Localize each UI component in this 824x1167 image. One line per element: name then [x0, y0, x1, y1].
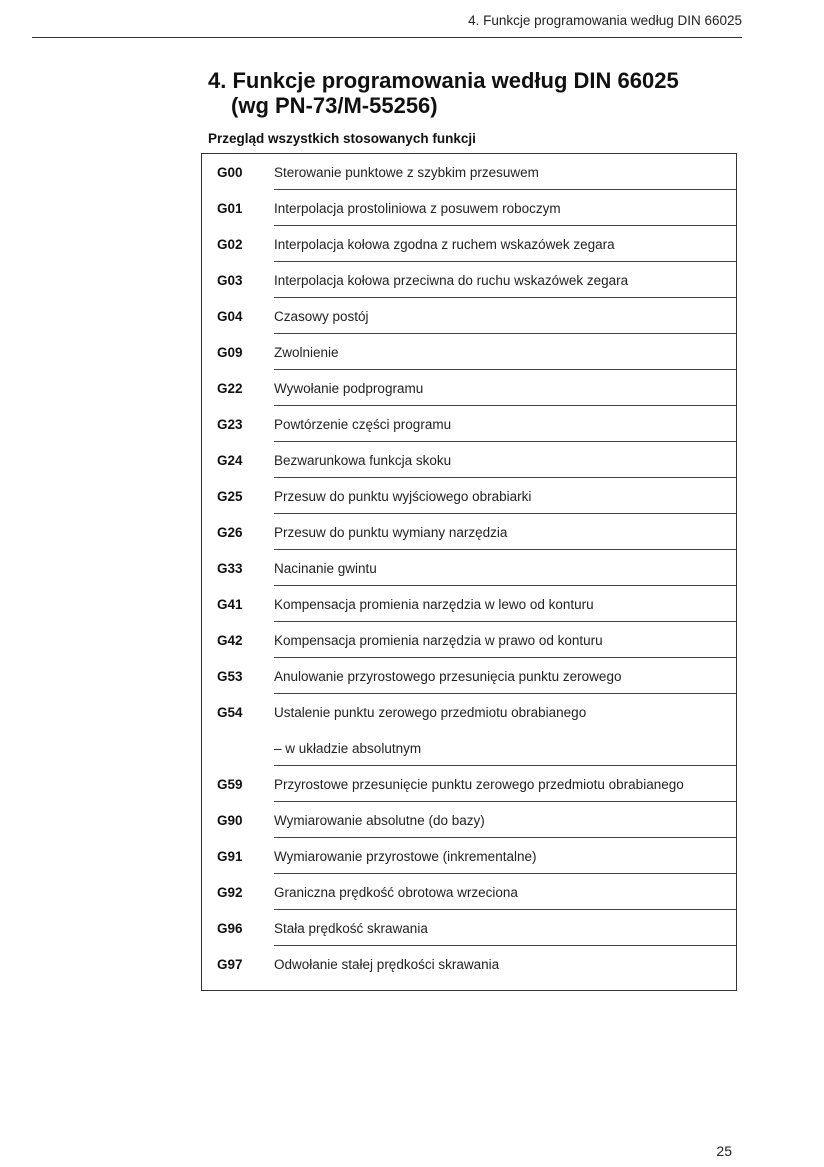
function-description: Wywołanie podprogramu: [274, 381, 424, 396]
function-description: Kompensacja promienia narzędzia w prawo od konturu: [274, 633, 603, 648]
function-row: [202, 586, 736, 622]
function-code: G01: [217, 201, 243, 216]
function-row: [202, 946, 736, 982]
function-row: [202, 514, 736, 550]
function-row: [202, 694, 736, 766]
function-row: [202, 154, 736, 190]
function-code: G26: [217, 525, 243, 540]
function-row: [202, 622, 736, 658]
function-code: G03: [217, 273, 243, 288]
function-row: [202, 370, 736, 406]
function-row: [202, 658, 736, 694]
function-code: G54: [217, 705, 243, 720]
function-row: [202, 766, 736, 802]
function-row: [202, 874, 736, 910]
function-code: G41: [217, 597, 243, 612]
function-description: Nacinanie gwintu: [274, 561, 377, 576]
page-number: 25: [716, 1143, 732, 1159]
function-description: Sterowanie punktowe z szybkim przesuwem: [274, 165, 539, 180]
function-row: [202, 190, 736, 226]
function-row: [202, 442, 736, 478]
function-row: [202, 802, 736, 838]
function-code: G09: [217, 345, 243, 360]
function-code: G22: [217, 381, 243, 396]
function-description: Ustalenie punktu zerowego przedmiotu obrabianego: [274, 705, 587, 720]
function-code: G33: [217, 561, 243, 576]
function-row: [202, 406, 736, 442]
function-row: [202, 478, 736, 514]
function-code: G02: [217, 237, 243, 252]
function-code: G97: [217, 957, 243, 972]
function-description: Interpolacja kołowa zgodna z ruchem wskazówek zegara: [274, 237, 615, 252]
header-rule: [32, 37, 742, 38]
function-row: [202, 838, 736, 874]
function-code: G59: [217, 777, 243, 792]
function-code: G23: [217, 417, 243, 432]
function-code: G25: [217, 489, 243, 504]
function-code: G00: [217, 165, 243, 180]
function-description: Przyrostowe przesunięcie punktu zerowego przedmiotu obrabianego: [274, 777, 684, 792]
function-code: G04: [217, 309, 243, 324]
function-description: Odwołanie stałej prędkości skrawania: [274, 957, 500, 972]
title-line-1: 4. Funkcje programowania według DIN 66025: [208, 68, 679, 93]
function-description: Przesuw do punktu wyjściowego obrabiarki: [274, 489, 532, 504]
function-code: G24: [217, 453, 243, 468]
function-description: Bezwarunkowa funkcja skoku: [274, 453, 452, 468]
function-row: [202, 910, 736, 946]
function-description: Interpolacja prostoliniowa z posuwem roboczym: [274, 201, 561, 216]
function-code: G53: [217, 669, 243, 684]
function-description: Czasowy postój: [274, 309, 369, 324]
function-table: [201, 153, 737, 991]
function-code: G96: [217, 921, 243, 936]
function-description: Powtórzenie części programu: [274, 417, 452, 432]
function-code: G42: [217, 633, 243, 648]
function-description: Kompensacja promienia narzędzia w lewo od konturu: [274, 597, 594, 612]
function-description: Wymiarowanie przyrostowe (inkrementalne): [274, 849, 537, 864]
function-code: G91: [217, 849, 243, 864]
title-line-2: (wg PN-73/M-55256): [231, 93, 438, 118]
function-code: G90: [217, 813, 243, 828]
function-description: Zwolnienie: [274, 345, 339, 360]
function-description: Wymiarowanie absolutne (do bazy): [274, 813, 485, 828]
function-row: [202, 226, 736, 262]
function-description: Przesuw do punktu wymiany narzędzia: [274, 525, 508, 540]
function-description: Interpolacja kołowa przeciwna do ruchu wskazówek zegara: [274, 273, 629, 288]
section-subtitle: Przegląd wszystkich stosowanych funkcji: [208, 131, 476, 146]
running-header: 4. Funkcje programowania według DIN 66025: [468, 13, 742, 28]
function-row: [202, 334, 736, 370]
function-description: Graniczna prędkość obrotowa wrzeciona: [274, 885, 518, 900]
function-description: Stała prędkość skrawania: [274, 921, 428, 936]
function-row: [202, 298, 736, 334]
function-row: [202, 550, 736, 586]
page-title: [208, 68, 679, 118]
function-description-continuation: – w układzie absolutnym: [274, 741, 422, 756]
function-description: Anulowanie przyrostowego przesunięcia punktu zerowego: [274, 669, 622, 684]
function-row: [202, 262, 736, 298]
function-code: G92: [217, 885, 243, 900]
